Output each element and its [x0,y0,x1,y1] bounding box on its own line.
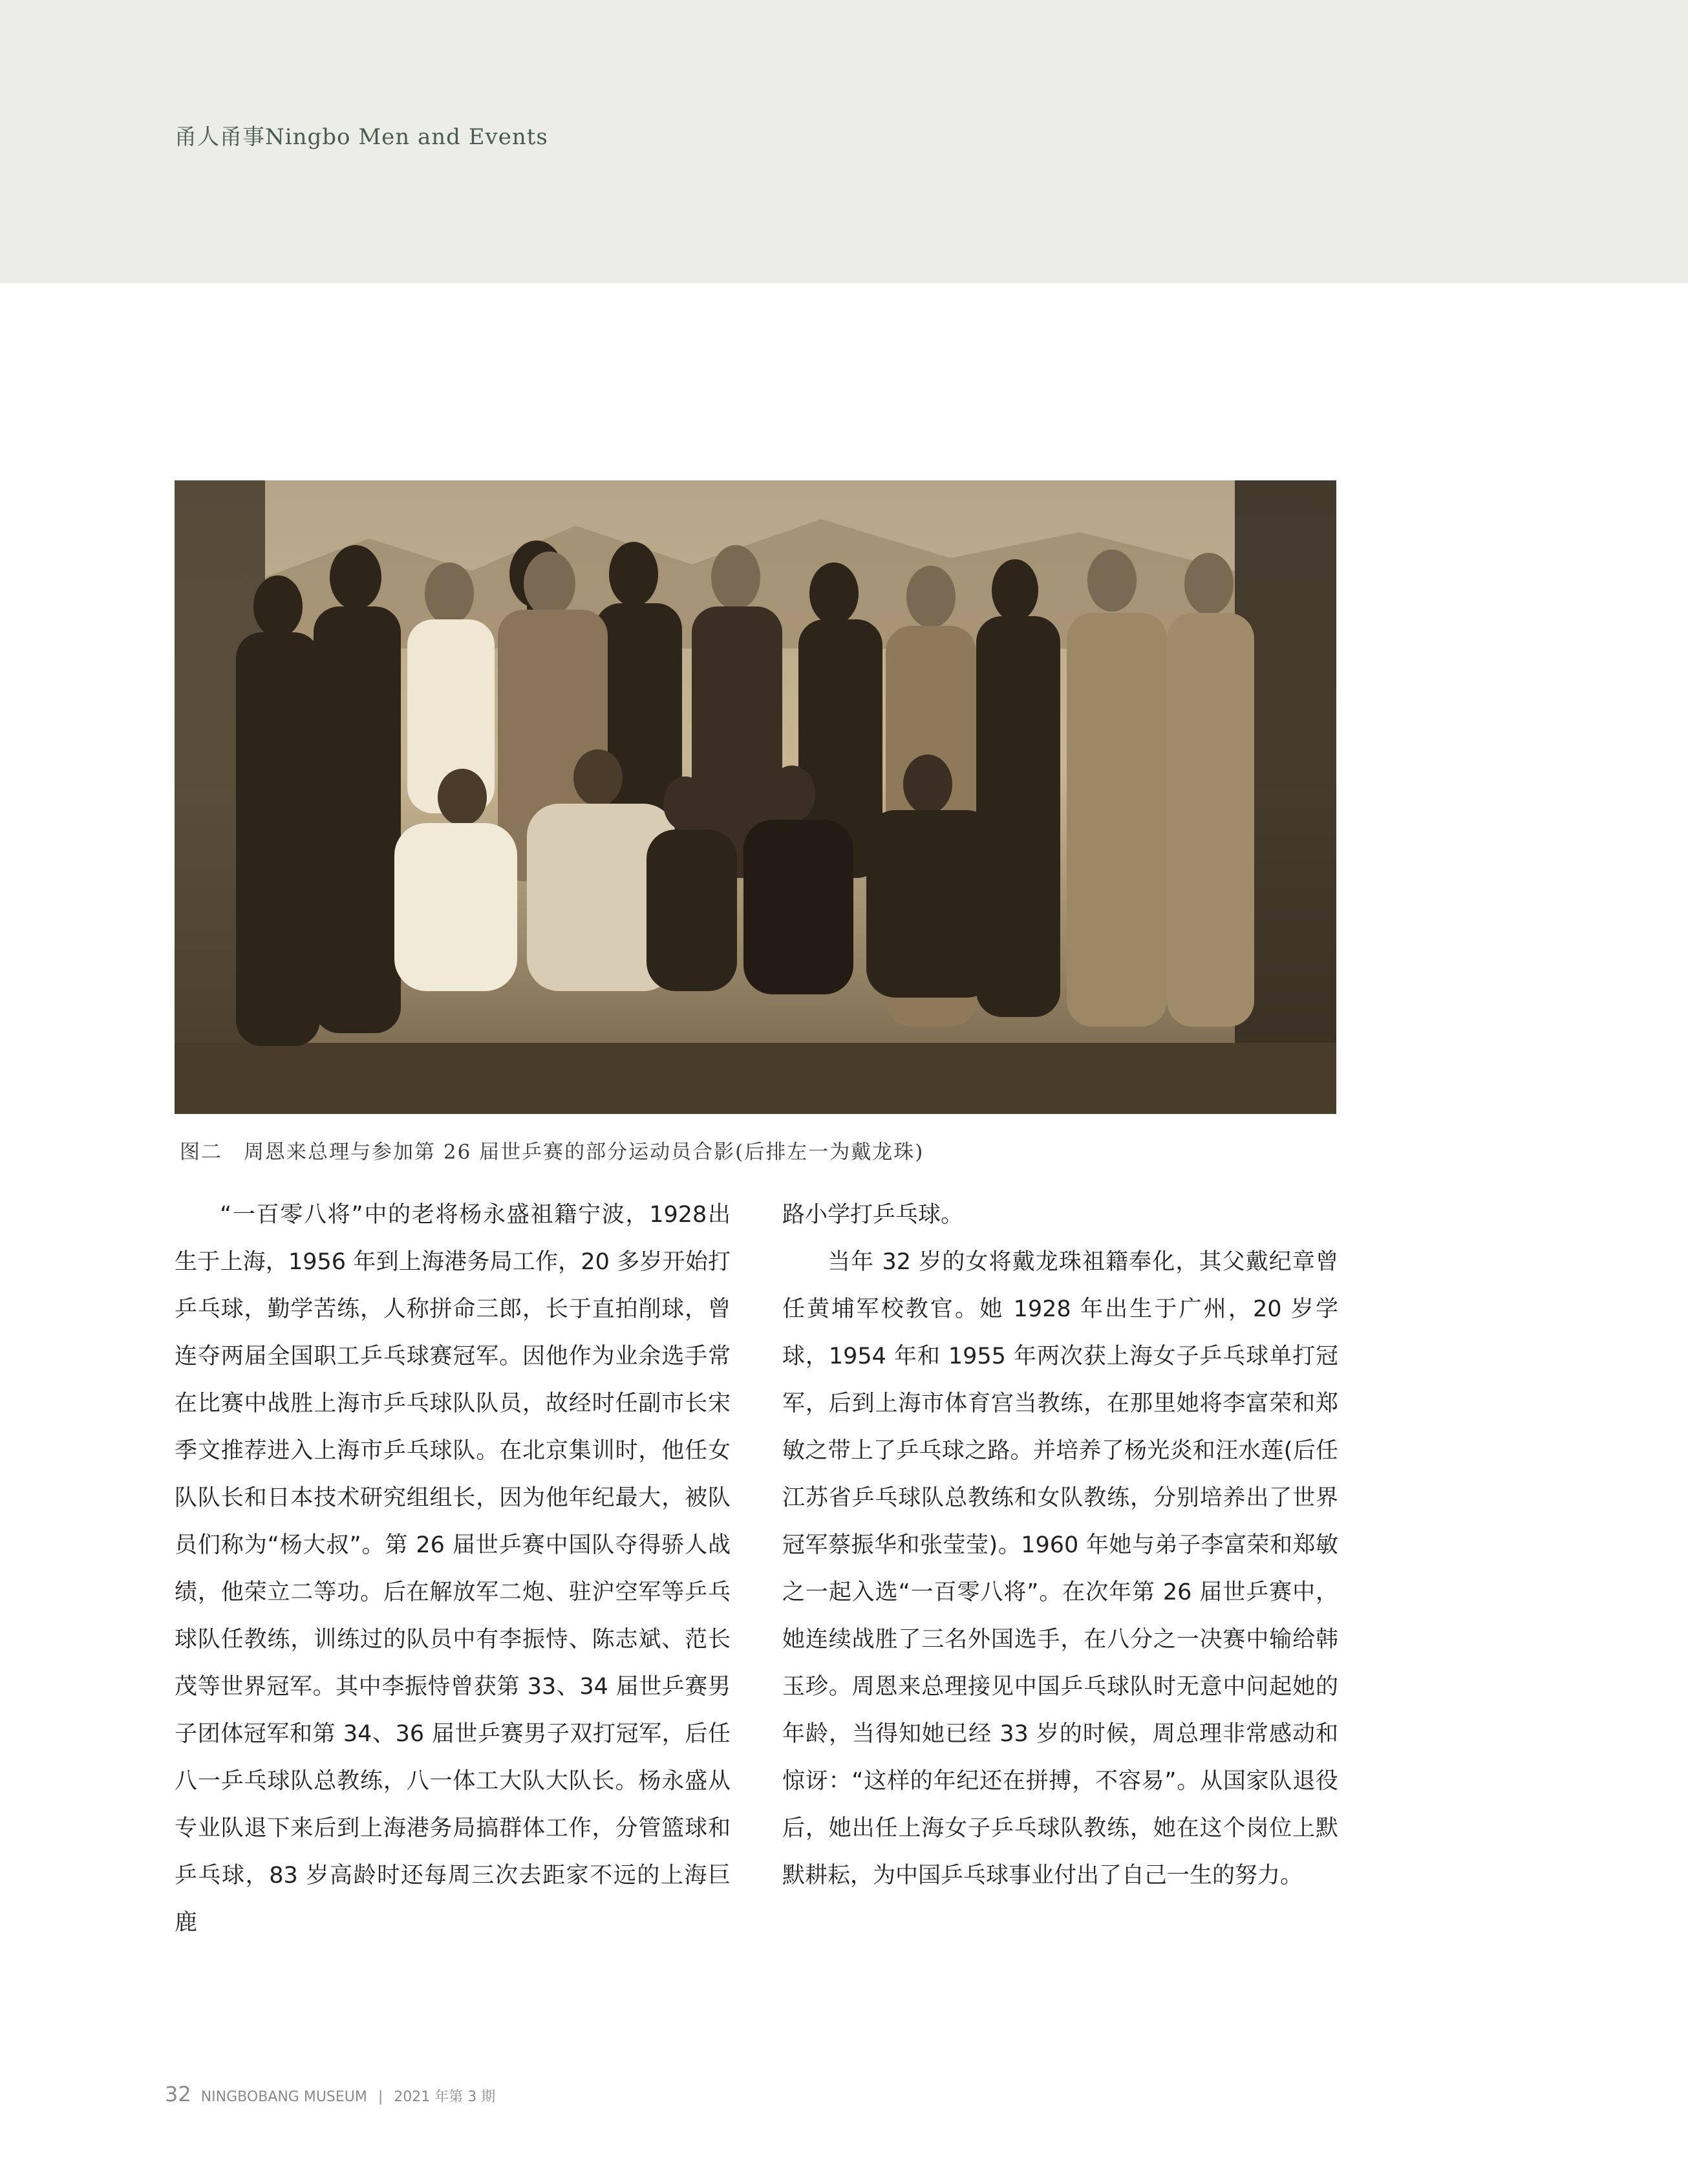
section-label: 甬人甬事Ningbo Men and Events [175,124,548,150]
figure-caption: 图二 周恩来总理与参加第 26 届世乒赛的部分运动员合影(后排左一为戴龙珠) [180,1140,924,1164]
magazine-name: NINGBOBANG MUSEUM [200,2089,367,2105]
article-left-column [175,1192,731,1947]
footer-separator: | [378,2089,383,2105]
page-number: 32 [165,2082,191,2106]
article-paragraph: 当年 32 岁的女将戴龙珠祖籍奉化，其父戴纪章曾任黄埔军校教官。她 1928 年出生于广州，20 岁学球，1954 年和 1955 年两次获上海女子乒乓球单打冠军，后到上海市体育宫当教练，在那里她将李富荣和郑敏之带上了乒乓球之路。并培养了杨光炎和汪水莲(后任江苏省乒乓球队总教练和女队教练，分别培养出了世界冠军蔡振华和张莹莹)。1960 年她与弟子李富荣和郑敏之一起入选“一百零八将”。在次年第 26 届世乒赛中，她连续战胜了三名外国选手，在八分之一决赛中输给韩玉珍。周恩来总理接见中国乒乓球队时无意中问起她的年龄，当得知她已经 33 岁的时候，周总理非常感动和惊讶：“这样的年纪还在拼搏，不容易”。从国家队退役后，她出任上海女子乒乓球队教练，她在这个岗位上默默耕耘，为中国乒乓球事业付出了自己一生的努力。 [782,1249,1338,1889]
issue-label: 2021 年第 3 期 [394,2089,496,2105]
article-paragraph-continued: 路小学打乒乓球。 [782,1202,964,1228]
page-footer [165,2082,495,2106]
group-photo [175,480,1336,1114]
article-paragraph: “一百零八将”中的老将杨永盛祖籍宁波，1928出生于上海，1956 年到上海港务局工作，20 多岁开始打乒乓球，勤学苦练，人称拼命三郎，长于直拍削球，曾连夺两届全国职工乒乓球赛冠军。因他作为业余选手常在比赛中战胜上海市乒乓球队队员，故经时任副市长宋季文推荐进入上海市乒乓球队。在北京集训时，他任女队队长和日本技术研究组组长，因为他年纪最大，被队员们称为“杨大叔”。第 26 届世乒赛中国队夺得骄人战绩，他荣立二等功。后在解放军二炮、驻沪空军等乒乓球队任教练，训练过的队员中有李振恃、陈志斌、范长茂等世界冠军。其中李振恃曾获第 33、34 届世乒赛男子团体冠军和第 34、36 届世乒赛男子双打冠军，后任八一乒乓球队总教练，八一体工大队大队长。杨永盛从专业队退下来后到上海港务局搞群体工作，分管篮球和乒乓球，83 岁高龄时还每周三次去距家不远的上海巨鹿 [175,1202,731,1936]
article-right-column [782,1192,1338,1900]
